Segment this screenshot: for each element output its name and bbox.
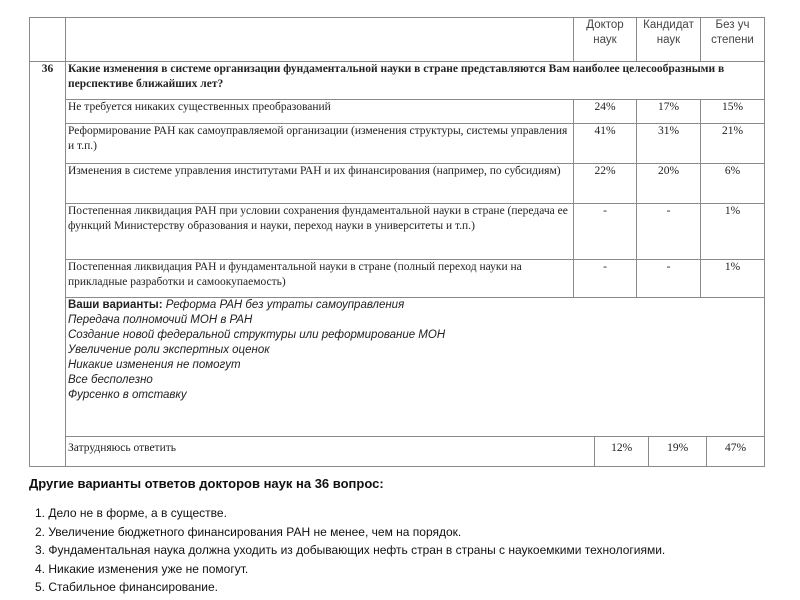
table-row <box>30 100 765 124</box>
header-doctors: Доктор наук <box>574 18 637 62</box>
table-header-row <box>30 18 765 62</box>
value-candidates: - <box>637 204 701 260</box>
table-row <box>30 124 765 164</box>
value-candidates: 20% <box>637 164 701 204</box>
value-candidates: 19% <box>648 437 706 466</box>
value-candidates: 31% <box>637 124 701 164</box>
list-item: 3. Фундаментальная наука должна уходить из добывающих нефть стран в страны с наукоемкими технологиями. <box>35 543 666 557</box>
option-text: Реформирование РАН как самоуправляемой организации (изменения структуры, системы управления и т.п.) <box>66 124 574 164</box>
value-doctors: 41% <box>574 124 637 164</box>
option-text: Постепенная ликвидация РАН при условии сохранения фундаментальной науки в стране (передача ее функций Министерству образования и науки, переход науки в университеты и т.п.) <box>66 204 574 260</box>
value-no-degree: 6% <box>701 164 765 204</box>
variant-item: Создание новой федеральной структуры или реформирование МОН <box>68 329 446 341</box>
table-row <box>30 204 765 260</box>
value-no-degree: 1% <box>701 260 765 298</box>
survey-table <box>29 17 765 467</box>
list-item: 5. Стабильное финансирование. <box>35 580 218 594</box>
value-doctors: - <box>574 260 637 298</box>
value-no-degree: 47% <box>706 437 764 466</box>
value-candidates: 17% <box>637 100 701 124</box>
list-item: 4. Никакие изменения уже не помогут. <box>35 561 249 576</box>
table-row <box>30 164 765 204</box>
variants-row <box>30 298 765 437</box>
option-text: Не требуется никаких существенных преобразований <box>66 100 574 124</box>
variants-cell <box>66 298 765 437</box>
header-candidates: Кандидат наук <box>637 18 701 62</box>
variant-item: Передача полномочий МОН в РАН <box>68 314 253 326</box>
variant-item: Никакие изменения не помогут <box>68 359 241 371</box>
undecided-cell <box>66 437 765 467</box>
other-answers-title: Другие варианты ответов докторов наук на 36 вопрос: <box>29 476 384 491</box>
undecided-option: Затрудняюсь ответить <box>68 442 177 454</box>
list-item: 1. Дело не в форме, а в существе. <box>35 506 227 520</box>
question-text: Какие изменения в системе организации фундаментальной науки в стране представляются Вам наиболее целесообразными в перспективе ближайших лет? <box>66 62 765 100</box>
value-doctors: 24% <box>574 100 637 124</box>
value-doctors: - <box>574 204 637 260</box>
undecided-row <box>30 437 765 467</box>
question-number: 36 <box>30 62 66 467</box>
value-candidates: - <box>637 260 701 298</box>
question-row <box>30 62 765 100</box>
header-no-degree: Без уч степени <box>701 18 765 62</box>
other-answers-list <box>35 504 665 597</box>
header-empty-cell <box>30 18 66 62</box>
value-no-degree: 15% <box>701 100 765 124</box>
value-no-degree: 1% <box>701 204 765 260</box>
list-item: 2. Увеличение бюджетного финансирования РАН не менее, чем на порядок. <box>35 524 462 539</box>
option-text: Изменения в системе управления институтами РАН и их финансирования (например, по субсидиям) <box>66 164 574 204</box>
table-row <box>30 260 765 298</box>
header-empty-cell <box>66 18 574 62</box>
variant-item: Реформа РАН без утраты самоуправления <box>165 299 405 311</box>
variant-item: Фурсенко в отставку <box>68 389 187 401</box>
value-no-degree: 21% <box>701 124 765 164</box>
option-text: Постепенная ликвидация РАН и фундаментальной науки в стране (полный переход науки на прикладные разработки и самоокупаемость) <box>66 260 574 298</box>
value-doctors: 22% <box>574 164 637 204</box>
variant-item: Все бесполезно <box>68 374 153 386</box>
variants-label: Ваши варианты: <box>68 299 163 311</box>
variant-item: Увеличение роли экспертных оценок <box>68 344 270 356</box>
value-doctors: 12% <box>594 437 648 466</box>
